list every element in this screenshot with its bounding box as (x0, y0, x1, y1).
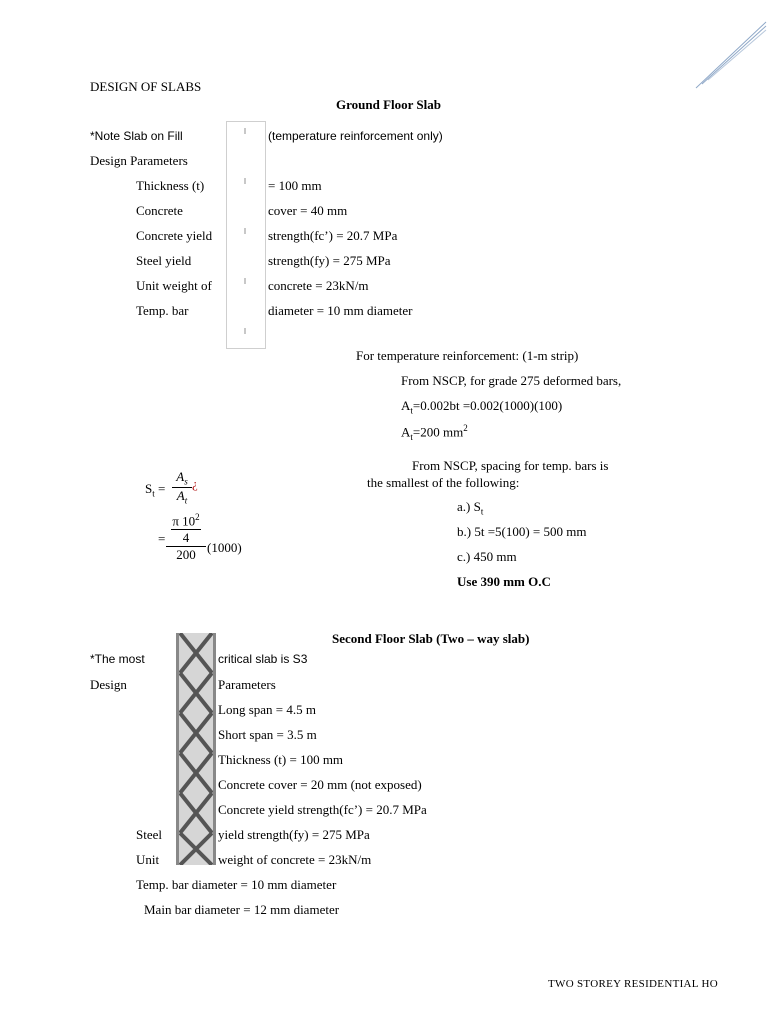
second-line-right: Short span = 3.5 m (218, 727, 317, 742)
param-left: Thickness (t) (136, 178, 205, 193)
second-line-right: Concrete cover = 20 mm (not exposed) (218, 777, 422, 792)
page-heading: DESIGN OF SLABS (90, 79, 202, 94)
spacing-line-2: the smallest of the following: (367, 475, 520, 490)
param-left: Steel yield (136, 253, 192, 268)
second-line-left: *The most (90, 652, 145, 666)
param-right: strength(fy) = 275 MPa (268, 253, 391, 268)
param-left: Concrete yield (136, 228, 213, 243)
temp-reinforcement-heading: For temperature reinforcement: (1-m strip) (356, 348, 579, 363)
ground-floor-title: Ground Floor Slab (336, 97, 441, 112)
param-left: Unit weight of (136, 278, 212, 293)
design-parameters-label: Design Parameters (90, 153, 188, 168)
param-left: Temp. bar (136, 303, 189, 318)
image-placeholder (226, 121, 266, 349)
second-line-right: Thickness (t) = 100 mm (218, 752, 344, 767)
param-right: concrete = 23kN/m (268, 278, 369, 293)
page-footer: TWO STOREY RESIDENTIAL HO (548, 978, 718, 990)
second-line-right: weight of concrete = 23kN/m (218, 852, 372, 867)
param-right: cover = 40 mm (268, 203, 348, 218)
st-fraction-2-tail: (1000) (207, 540, 242, 555)
param-left: Concrete (136, 203, 183, 218)
st-fraction: $A_s$ $A_t$ (172, 469, 192, 505)
image-placeholder (176, 633, 216, 865)
param-right: = 100 mm (268, 178, 322, 193)
main-bar-line: Main bar diameter = 12 mm diameter (144, 902, 340, 917)
corner-decoration (668, 0, 768, 100)
second-line-right: Long span = 4.5 m (218, 702, 316, 717)
st-formula-label: $S_t$ = (145, 481, 166, 499)
st-fraction-2: π $10^2$ 4 200 (166, 512, 206, 563)
use-spacing: Use 390 mm O.C (457, 574, 551, 589)
temp-bar-line: Temp. bar diameter = 10 mm diameter (136, 877, 337, 892)
second-line-right: Concrete yield strength(fc’) = 20.7 MPa (218, 802, 427, 817)
second-floor-title: Second Floor Slab (Two – way slab) (332, 631, 530, 646)
param-right: strength(fc’) = 20.7 MPa (268, 228, 398, 243)
option-c: c.) 450 mm (457, 549, 517, 564)
st-eq-2: = (158, 531, 166, 546)
param-right: diameter = 10 mm diameter (268, 303, 413, 318)
option-a: a.) $S_t$ (457, 499, 484, 517)
nscp-grade-line: From NSCP, for grade 275 deformed bars, (401, 373, 622, 388)
second-line-right: yield strength(fy) = 275 MPa (218, 827, 370, 842)
slab-note-right: (temperature reinforcement only) (268, 129, 443, 143)
second-line-left: Design (90, 677, 127, 692)
spacing-line-1: From NSCP, spacing for temp. bars is (412, 458, 609, 473)
second-line-left: Steel (136, 827, 162, 842)
st-fraction-tail: ¿ (192, 476, 198, 491)
second-line-right: critical slab is S3 (218, 652, 308, 666)
at-formula-2: $A_t=200$ $mm^2$ (401, 423, 468, 442)
option-b: b.) 5t =5(100) = 500 mm (457, 524, 587, 539)
second-line-right: Parameters (218, 677, 276, 692)
at-formula-1: $A_t=0.002bt =0.002(1000)(100)$ (401, 398, 563, 416)
slab-note-left: *Note Slab on Fill (90, 129, 183, 143)
second-line-left: Unit (136, 852, 160, 867)
